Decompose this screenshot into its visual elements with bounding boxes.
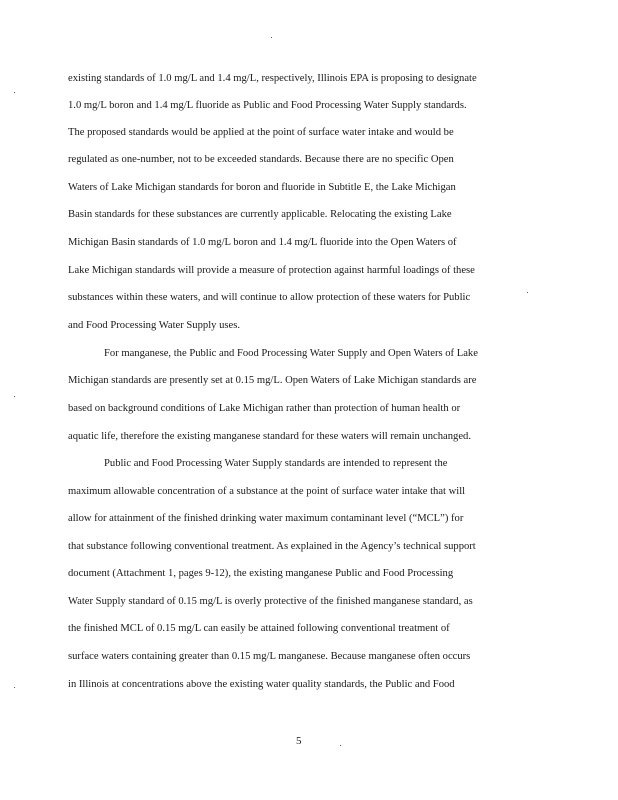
body-line: Water Supply standard of 0.15 mg/L is overly protective of the finished manganese standard, as — [68, 596, 473, 607]
body-line: in Illinois at concentrations above the existing water quality standards, the Public and Food — [68, 679, 455, 690]
page-number: 5 — [296, 735, 302, 747]
body-line: 1.0 mg/L boron and 1.4 mg/L fluoride as Public and Food Processing Water Supply standards. — [68, 100, 467, 111]
scan-speck — [14, 396, 15, 397]
body-line: regulated as one-number, not to be exceeded standards. Because there are no specific Open — [68, 154, 454, 165]
body-line: maximum allowable concentration of a substance at the point of surface water intake that will — [68, 486, 466, 497]
scan-speck — [340, 745, 341, 746]
body-line: that substance following conventional treatment. As explained in the Agency’s technical support — [68, 541, 476, 552]
body-line: Basin standards for these substances are currently applicable. Relocating the existing Lake — [68, 209, 452, 220]
body-line: For manganese, the Public and Food Processing Water Supply and Open Waters of Lake — [104, 348, 478, 359]
body-line: Michigan standards are presently set at 0.15 mg/L. Open Waters of Lake Michigan standards are — [68, 375, 477, 386]
body-line: Public and Food Processing Water Supply standards are intended to represent the — [104, 458, 448, 469]
body-line: based on background conditions of Lake Michigan rather than protection of human health or — [68, 403, 461, 414]
body-line: Lake Michigan standards will provide a measure of protection against harmful loadings of these — [68, 265, 475, 276]
body-line: existing standards of 1.0 mg/L and 1.4 mg/L, respectively, Illinois EPA is proposing to designate — [68, 73, 477, 84]
scan-speck — [14, 92, 15, 93]
body-line: document (Attachment 1, pages 9-12), the existing manganese Public and Food Processing — [68, 568, 454, 579]
body-line: The proposed standards would be applied at the point of surface water intake and would be — [68, 127, 454, 138]
scan-speck — [14, 687, 15, 688]
scan-speck — [527, 292, 528, 293]
scan-speck — [271, 37, 272, 38]
body-line: the finished MCL of 0.15 mg/L can easily be attained following conventional treatment of — [68, 623, 450, 634]
body-line: Waters of Lake Michigan standards for boron and fluoride in Subtitle E, the Lake Michigan — [68, 182, 456, 193]
body-line: Michigan Basin standards of 1.0 mg/L boron and 1.4 mg/L fluoride into the Open Waters of — [68, 237, 457, 248]
body-line: aquatic life, therefore the existing manganese standard for these waters will remain unchanged. — [68, 431, 471, 442]
body-line: allow for attainment of the finished drinking water maximum contaminant level (“MCL”) for — [68, 513, 464, 524]
body-line: surface waters containing greater than 0.15 mg/L manganese. Because manganese often occurs — [68, 651, 471, 662]
body-line: substances within these waters, and will continue to allow protection of these waters for Public — [68, 292, 471, 303]
body-line: and Food Processing Water Supply uses. — [68, 320, 240, 331]
